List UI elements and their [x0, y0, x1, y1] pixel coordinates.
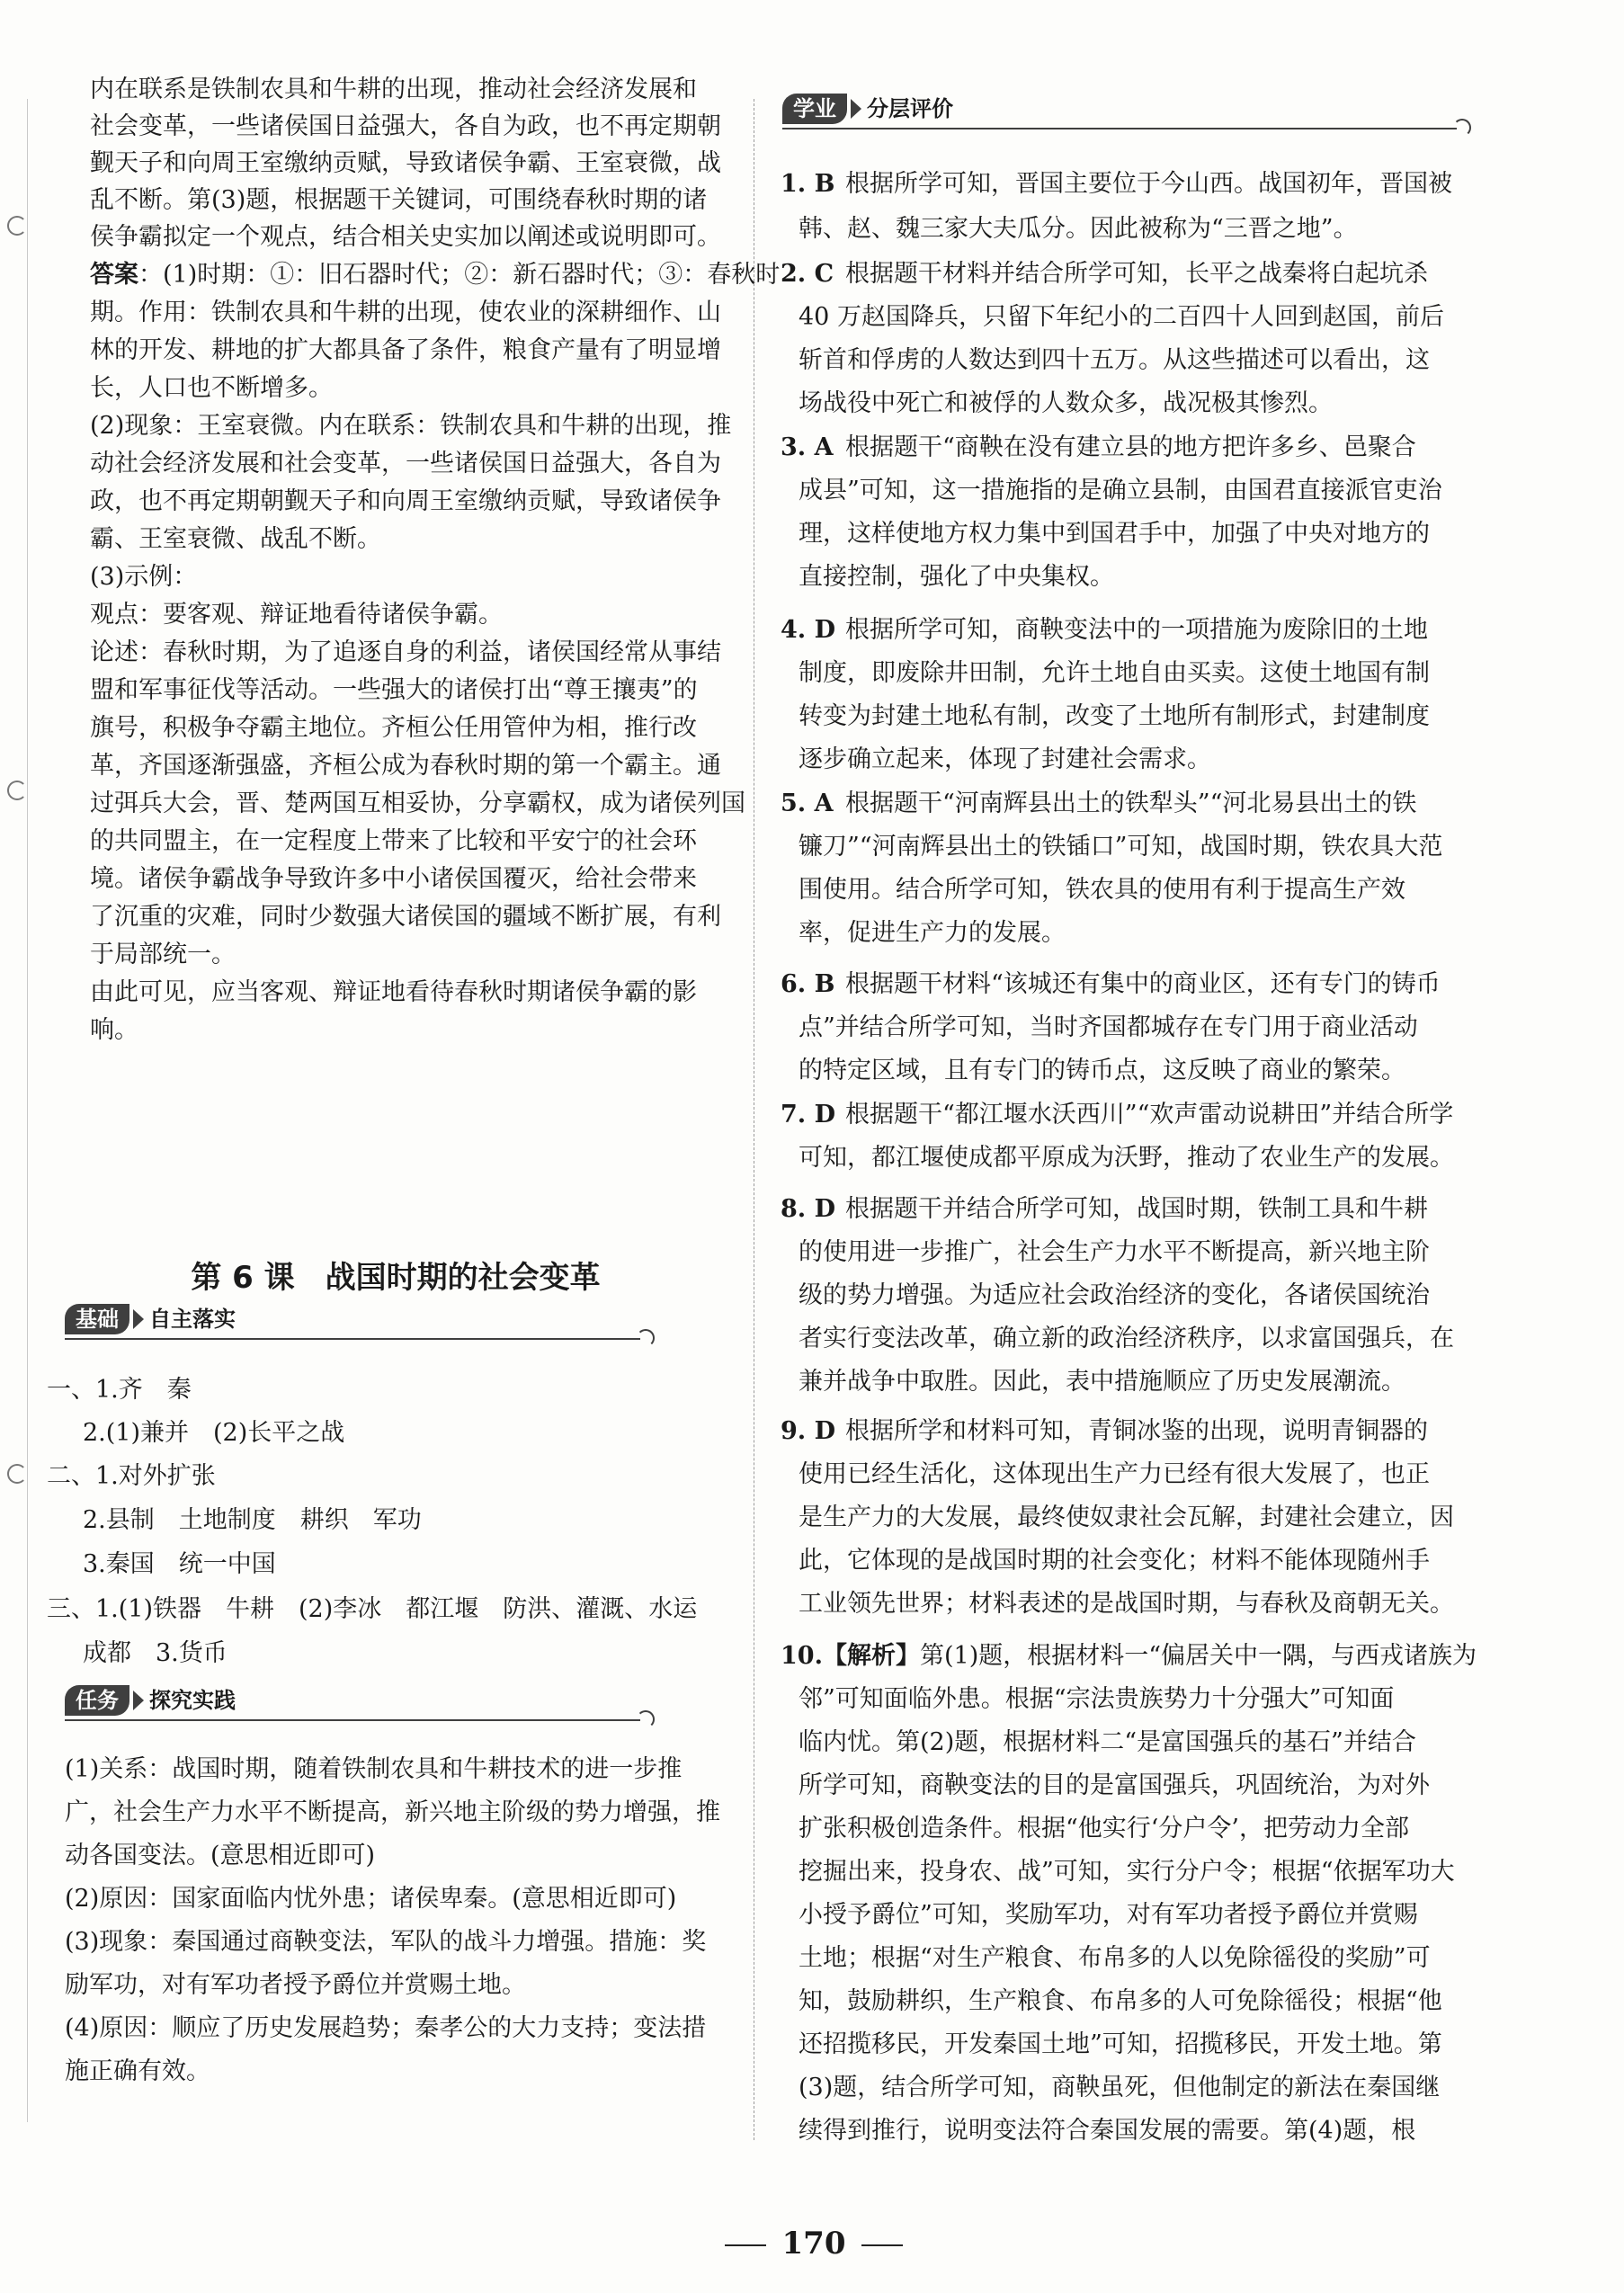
- item-number: 5. A: [781, 790, 834, 817]
- section-rule: [65, 1338, 640, 1340]
- item-number: 6. B: [781, 970, 835, 998]
- text-line: 响。: [90, 1016, 138, 1044]
- text-line: 还招揽移民，开发秦国土地”可知，招揽移民，开发土地。第: [799, 2030, 1442, 2058]
- text-line: 制度，即废除井田制，允许土地自由买卖。这使土地国有制: [799, 659, 1430, 687]
- analysis-line: [781, 1638, 1477, 1674]
- answer-text: ：(1)时期：①：旧石器时代；②：新石器时代；③：春秋时: [138, 261, 781, 289]
- text-line: 了沉重的灾难，同时少数强大诸侯国的疆域不断扩展，有利: [90, 903, 721, 931]
- text-line: 根据所学可知，商鞅变法中的一项措施为废除旧的土地: [845, 616, 1428, 644]
- text-line: 3.秦国 统一中国: [83, 1550, 276, 1578]
- text-line: 动社会经济发展和社会变革，一些诸侯国日益强大，各自为: [90, 450, 721, 477]
- curl-ornament-icon: [637, 1329, 655, 1347]
- text-line: 根据题干材料“该城还有集中的商业区，还有专门的铸币: [845, 970, 1441, 998]
- curl-ornament-icon: [1453, 119, 1471, 137]
- dash-ornament: [861, 2244, 903, 2246]
- text-line: 二、1.对外扩张: [47, 1462, 216, 1490]
- section-header-basics: [65, 1302, 658, 1342]
- text-line: 政，也不再定期朝觐天子和向周王室缴纳贡赋，导致诸侯争: [90, 487, 721, 515]
- section-tag: 任务: [65, 1685, 129, 1716]
- text-line: 兼并战争中取胜。因此，表中措施顺应了历史发展潮流。: [799, 1368, 1405, 1396]
- item-number: 7. D: [781, 1101, 836, 1129]
- binding-hole: [7, 1464, 27, 1484]
- text-line: 林的开发、耕地的扩大都具备了条件，粮食产量有了明显增: [90, 336, 721, 364]
- text-line: 可知，都江堰使成都平原成为沃野，推动了农业生产的发展。: [799, 1144, 1454, 1172]
- text-line: 社会变革，一些诸侯国日益强大，各自为政，也不再定期朝: [90, 112, 721, 140]
- binding-margin-line: [27, 99, 28, 2122]
- text-line: 根据题干“商鞅在没有建立县的地方把许多乡、邑聚合: [845, 433, 1416, 461]
- text-line: (3)示例：: [90, 563, 198, 591]
- section-subtitle: 自主落实: [149, 1307, 236, 1332]
- text-line: (2)原因：国家面临内忧外患；诸侯卑秦。(意思相近即可): [65, 1885, 677, 1913]
- text-line: (3)题，结合所学可知，商鞅虽死，但他制定的新法在秦国继: [799, 2074, 1441, 2101]
- text-line: 扩张积极创造条件。根据“他实行‘分户令’，把劳动力全部: [799, 1815, 1409, 1842]
- text-line: 工业领先世界；材料表述的是战国时期，与春秋及商朝无关。: [799, 1590, 1454, 1618]
- text-line: 三、1.(1)铁器 牛耕 (2)李冰 都江堰 防洪、灌溉、水运: [47, 1595, 698, 1623]
- text-line: 围使用。结合所学可知，铁农具的使用有利于提高生产效: [799, 876, 1405, 904]
- text-line: 根据题干“都江堰水沃西川”“欢声雷动说耕田”并结合所学: [845, 1101, 1454, 1129]
- text-line: 观点：要客观、辩证地看待诸侯争霸。: [90, 601, 503, 629]
- text-line: 挖掘出来，投身农、战”可知，实行分户令；根据“依据军功大: [799, 1858, 1455, 1886]
- text-line: 根据所学可知，晋国主要位于今山西。战国初年，晋国被: [845, 170, 1452, 198]
- text-line: 论述：春秋时期，为了追逐自身的利益，诸侯国经常从事结: [90, 638, 721, 666]
- text-line: 使用已经生活化，这体现出生产力已经有很大发展了，也正: [799, 1460, 1430, 1488]
- text-line: 场战役中死亡和被俘的人数众多，战况极其惨烈。: [799, 389, 1333, 417]
- analysis-label: 【解析】: [822, 1642, 920, 1670]
- text-line: 镰刀”“河南辉县出土的铁锸口”可知，战国时期，铁农具大范: [799, 833, 1443, 861]
- text-line: 小授予爵位”可知，奖励军功，对有军功者授予爵位并赏赐: [799, 1901, 1418, 1929]
- lesson-title: 第 6 课 战国时期的社会变革: [191, 1260, 601, 1296]
- text-line: 革，齐国逐渐强盛，齐桓公成为春秋时期的第一个霸主。通: [90, 752, 721, 780]
- answer-label: 答案: [90, 261, 138, 289]
- text-line: 乱不断。第(3)题，根据题干关键词，可围绕春秋时期的诸: [90, 186, 708, 214]
- item-number: 9. D: [781, 1417, 836, 1445]
- text-line: 施正确有效。: [65, 2057, 210, 2085]
- arrow-icon: [133, 1309, 144, 1329]
- text-line: 2.(1)兼并 (2)长平之战: [83, 1419, 345, 1447]
- text-line: 霸、王室衰微、战乱不断。: [90, 525, 381, 553]
- item-number: 2. C: [781, 260, 834, 288]
- text-line: 内在联系是铁制农具和牛耕的出现，推动社会经济发展和: [90, 76, 697, 103]
- page-number: [665, 2226, 962, 2262]
- arrow-icon: [851, 99, 861, 119]
- text-line: 一、1.齐 秦: [47, 1376, 192, 1404]
- section-header-tasks: [65, 1683, 658, 1723]
- text-line: 盟和军事征伐等活动。一些强大的诸侯打出“尊王攘夷”的: [90, 676, 698, 704]
- binding-hole: [7, 216, 27, 236]
- section-tag: 学业: [782, 94, 847, 124]
- text-line: 动各国变法。(意思相近即可): [65, 1842, 376, 1869]
- text-line: 的使用进一步推广，社会生产力水平不断提高，新兴地主阶: [799, 1238, 1430, 1266]
- text-line: 是生产力的大发展，最终使奴隶社会瓦解，封建社会建立，因: [799, 1503, 1454, 1531]
- dash-ornament: [725, 2244, 766, 2246]
- text-line: 期。作用：铁制农具和牛耕的出现，使农业的深耕细作、山: [90, 299, 721, 326]
- answer-line: [90, 257, 780, 293]
- item-number: 10.: [781, 1642, 823, 1670]
- section-rule: [782, 128, 1457, 129]
- text-line: 成都 3.货币: [83, 1639, 228, 1667]
- text-line: 逐步确立起来，体现了封建社会需求。: [799, 745, 1211, 773]
- item-number: 4. D: [781, 616, 836, 644]
- text-line: 根据题干材料并结合所学可知，长平之战秦将白起坑杀: [845, 260, 1428, 288]
- text-line: 侯争霸拟定一个观点，结合相关史实加以阐述或说明即可。: [90, 223, 721, 251]
- text-line: 根据所学和材料可知，青铜冰鉴的出现，说明青铜器的: [845, 1417, 1428, 1445]
- text-line: 的特定区域，且有专门的铸币点，这反映了商业的繁荣。: [799, 1057, 1405, 1084]
- analysis-text: 第(1)题，根据材料一“偏居关中一隅，与西戎诸族为: [919, 1642, 1477, 1670]
- text-line: 续得到推行，说明变法符合秦国发展的需要。第(4)题，根: [799, 2117, 1416, 2145]
- curl-ornament-icon: [637, 1710, 655, 1728]
- text-line: 级的势力增强。为适应社会政治经济的变化，各诸侯国统治: [799, 1281, 1430, 1309]
- item-number: 8. D: [781, 1195, 836, 1223]
- text-line: 励军功，对有军功者授予爵位并赏赐土地。: [65, 1971, 526, 1999]
- text-line: 于局部统一。: [90, 941, 236, 968]
- text-line: 直接控制，强化了中央集权。: [799, 563, 1114, 591]
- text-line: (2)现象：王室衰微。内在联系：铁制农具和牛耕的出现，推: [90, 412, 732, 440]
- item-number: 3. A: [781, 433, 834, 461]
- text-line: 转变为封建土地私有制，改变了土地所有制形式，封建制度: [799, 702, 1430, 730]
- text-line: 理，这样使地方权力集中到国君手中，加强了中央对地方的: [799, 520, 1430, 548]
- text-line: 率，促进生产力的发展。: [799, 919, 1066, 947]
- page-number-text: 170: [781, 2226, 846, 2262]
- text-line: 由此可见，应当客观、辩证地看待春秋时期诸侯争霸的影: [90, 978, 697, 1006]
- text-line: 广，社会生产力水平不断提高，新兴地主阶级的势力增强，推: [65, 1798, 720, 1826]
- text-line: 此，它体现的是战国时期的社会变化；材料不能体现随州手: [799, 1547, 1430, 1575]
- arrow-icon: [133, 1691, 144, 1710]
- text-line: 40 万赵国降兵，只留下年纪小的二百四十人回到赵国，前后: [799, 303, 1444, 331]
- section-tag: 基础: [65, 1304, 129, 1334]
- text-line: 根据题干“河南辉县出土的铁犁头”“河北易县出土的铁: [845, 790, 1417, 817]
- text-line: 所学可知，商鞅变法的目的是富国强兵，巩固统治，为对外: [799, 1771, 1430, 1799]
- text-line: 邻”可知面临外患。根据“宗法贵族势力十分强大”可知面: [799, 1685, 1395, 1713]
- section-header-assessment: [782, 92, 1475, 131]
- item-number: 1. B: [781, 170, 835, 198]
- text-line: 韩、赵、魏三家大夫瓜分。因此被称为“三晋之地”。: [799, 215, 1358, 243]
- binding-hole: [7, 781, 27, 800]
- text-line: 点”并结合所学可知，当时齐国都城存在专门用于商业活动: [799, 1013, 1418, 1041]
- text-line: 根据题干并结合所学可知，战国时期，铁制工具和牛耕: [845, 1195, 1428, 1223]
- text-line: 临内忧。第(2)题，根据材料二“是富国强兵的基石”并结合: [799, 1728, 1416, 1756]
- text-line: 2.县制 土地制度 耕织 军功: [83, 1506, 422, 1534]
- text-line: (4)原因：顺应了历史发展趋势；秦孝公的大力支持；变法措: [65, 2014, 707, 2042]
- text-line: 过弭兵大会，晋、楚两国互相妥协，分享霸权，成为诸侯列国: [90, 790, 745, 817]
- section-rule: [65, 1719, 640, 1721]
- text-line: 土地；根据“对生产粮食、布帛多的人以免除徭役的奖励”可: [799, 1944, 1431, 1972]
- section-subtitle: 探究实践: [149, 1688, 236, 1713]
- text-line: 觐天子和向周王室缴纳贡赋，导致诸侯争霸、王室衰微，战: [90, 149, 721, 177]
- text-line: 斩首和俘虏的人数达到四十五万。从这些描述可以看出，这: [799, 346, 1430, 374]
- text-line: 成县”可知，这一措施指的是确立县制，由国君直接派官吏治: [799, 477, 1442, 504]
- text-line: 境。诸侯争霸战争导致许多中小诸侯国覆灭，给社会带来: [90, 865, 697, 893]
- text-line: (3)现象：秦国通过商鞅变法，军队的战斗力增强。措施：奖: [65, 1928, 707, 1956]
- text-line: 者实行变法改革，确立新的政治经济秩序，以求富国强兵，在: [799, 1325, 1454, 1352]
- text-line: 长，人口也不断增多。: [90, 374, 333, 402]
- text-line: 旗号，积极争夺霸主地位。齐桓公任用管仲为相，推行改: [90, 714, 697, 742]
- text-line: 的共同盟主，在一定程度上带来了比较和平安宁的社会环: [90, 827, 697, 855]
- section-subtitle: 分层评价: [867, 96, 953, 121]
- text-line: 知，鼓励耕织，生产粮食、布帛多的人可免除徭役；根据“他: [799, 1987, 1442, 2015]
- text-line: (1)关系：战国时期，随着铁制农具和牛耕技术的进一步推: [65, 1755, 683, 1783]
